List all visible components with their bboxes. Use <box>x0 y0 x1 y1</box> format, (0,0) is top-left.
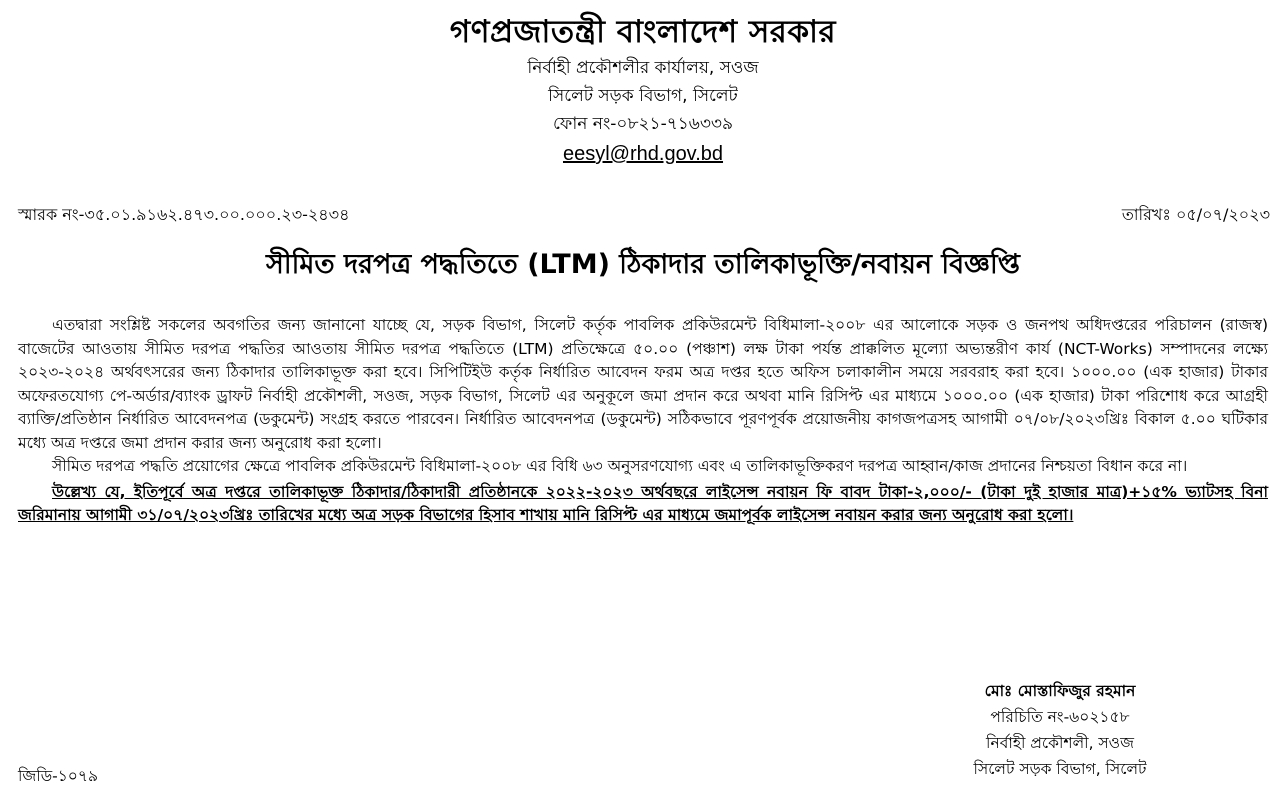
gd-code: জিডি-১০৭৯ <box>18 767 99 785</box>
notice-title: সীমিত দরপত্র পদ্ধতিতে (LTM) ঠিকাদার তালিকাভূক্তি/নবায়ন বিজ্ঞপ্তি <box>266 249 1020 280</box>
notice-paragraph-1: এতদ্বারা সংশ্লিষ্ট সকলের অবগতির জন্য জানানো যাচ্ছে যে, সড়ক বিভাগ, সিলেট কর্তৃক পাবলিক প্রকিউরমেন্ট বিধিমালা-২০০৮ এর আলোকে সড়ক ও জনপথ অধিদপ্তরের পরিচালন (রাজস্ব) বাজেটের আওতায় সীমিত দরপত্র পদ্ধতির আওতায় সীমিত দরপত্র পদ্ধতিতে (LTM) প্রতিক্ষেত্রে ৫০.০০ (পঞ্চাশ) লক্ষ টাকা পর্যন্ত প্রাক্কলিত মূল্যো অভ্যন্তরীণ কার্য (NCT-Works) সম্পাদনের লক্ষ্যে ২০২৩-২০২৪ অর্থবৎসরের জন্য ঠিকাদার তালিকাভূক্ত করা হবে। সিপিটিইউ কর্তৃক নির্ধারিত আবেদন ফরম অত্র দপ্তর হতে অফিস চলাকালীন সময়ে সরবরাহ করা হবে। ১০০০.০০ (এক হাজার) টাকার অফেরতযোগ্য পে-অর্ডার/ব্যাংক ড্রাফট নির্বাহী প্রকৌশলী, সওজ, সড়ক বিভাগ, সিলেট এর অনুকূলে জমা প্রদান করে অথবা মানি রিসিপ্ট এর মাধ্যমে ১০০০.০০ (এক হাজার) টাকা পরিশোধ করে আগ্রহী ব্যাক্তি/প্রতিষ্ঠান নির্ধারিত আবেদনপত্র (ডকুমেন্ট) সংগ্রহ করতে পারবেন। নির্ধারিত আবেদনপত্র (ডকুমেন্ট) সঠিকভাবে পূরণপূর্বক প্রয়োজনীয় কাগজপত্রসহ আগামী ০৭/০৮/২০২৩খ্রিঃ বিকাল ৫.০০ ঘটিকার মধ্যে অত্র দপ্তরে জমা প্রদান করার জন্য অনুরোধ করা হলো। <box>18 316 1268 452</box>
email-link[interactable]: eesyl@rhd.gov.bd <box>562 143 724 165</box>
signatory-designation: নির্বাহী প্রকৌশলী, সওজ <box>986 734 1134 752</box>
signatory-id: পরিচিতি নং-৬০২১৫৮ <box>990 708 1130 726</box>
letterhead <box>0 10 1286 170</box>
signatory-division: সিলেট সড়ক বিভাগ, সিলেট <box>973 760 1147 778</box>
government-title: গণপ্রজাতন্ত্রী বাংলাদেশ সরকার <box>449 14 837 50</box>
notice-paragraph-2: সীমিত দরপত্র পদ্ধতি প্রয়োগের ক্ষেত্রে পাবলিক প্রকিউরমেন্ট বিধিমালা-২০০৮ এর বিধি ৬৩ অনুসরণযোগ্য এবং এ তালিকাভূক্তিকরণ দরপত্র আহ্বান/কাজ প্রদানের নিশ্চয়তা বিধান করে না। <box>52 457 1188 475</box>
division-name: সিলেট সড়ক বিভাগ, সিলেট <box>548 86 738 106</box>
office-name: নির্বাহী প্রকৌশলীর কার্যালয়, সওজ <box>527 58 759 78</box>
memo-row <box>18 202 1270 228</box>
signature-block <box>860 678 1260 782</box>
memo-date: তারিখঃ ০৫/০৭/২০২৩ <box>1121 205 1270 224</box>
memo-number: স্মারক নং-৩৫.০১.৯১৬২.৪৭৩.০০.০০০.২৩-২৪৩৪ <box>18 205 350 224</box>
signatory-name: মোঃ মোস্তাফিজুর রহমান <box>984 682 1136 700</box>
notice-paragraph-3: উল্লেখ্য যে, ইতিপূর্বে অত্র দপ্তরে তালিকাভূক্ত ঠিকাদার/ঠিকাদারী প্রতিষ্ঠানকে ২০২২-২০২৩ অর্থবছরে লাইসেন্স নবায়ন ফি বাবদ টাকা-২,০০০/- (টাকা দুই হাজার মাত্র)+১৫% ভ্যাটসহ বিনা জরিমানায় আগামী ৩১/০৭/২০২৩খ্রিঃ তারিখের মধ্যে অত্র সড়ক বিভাগের হিসাব শাখায় মানি রিসিপ্ট এর মাধ্যমে জমাপূর্বক লাইসেন্স নবায়ন করার জন্য অনুরোধ করা হলো। <box>18 482 1268 524</box>
notice-body <box>18 314 1268 528</box>
phone-number: ফোন নং-০৮২১-৭১৬৩৩৯ <box>553 114 733 134</box>
